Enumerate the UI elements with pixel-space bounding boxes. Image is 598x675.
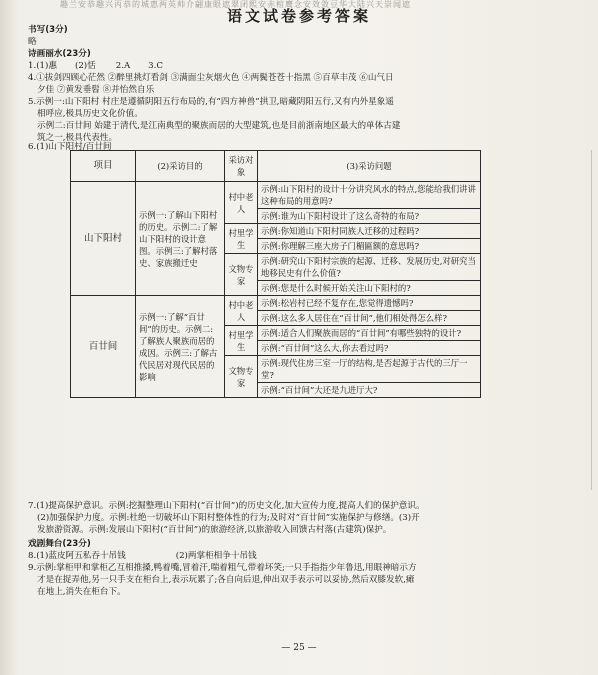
q5-line-1: 5.示例一:山下阳村 村庄是遵循阴阳五行布局的,有“四方神兽”拱卫,暗藏阴阳五行,又有内外星象遥 [28,97,394,107]
interview-question: 示例:“百廿间”大还是九进厅大? [258,383,481,398]
writing-heading: 书写(3分) [28,25,68,35]
project-purpose: 示例一:了解“百廿间”的历史。示例二:了解族人聚族而居的成因。示例三:了解古代民居对现代民居的影响 [136,296,225,398]
q9-line-3: 在地上,消失在柜台下。 [37,587,126,597]
table-row [71,182,481,209]
q8-answer-b: (2)两掌柜相争十吊钱 [175,551,257,561]
q5-line-4: 筑之一,极具代表性。 [37,133,118,143]
q2-answer: 2.A [115,61,131,71]
poem-section-heading: 诗画丽水(23分) [28,49,91,59]
interview-question: 示例:你理解三座大房子门楣匾额的意思吗? [258,239,481,254]
page-number: — 25 — [281,643,317,653]
interview-question: 示例:您是什么时候开始关注山下阳村的? [258,281,481,296]
q3-answer: 3.C [148,61,163,71]
q1-answer-a: 1.(1)惠 [28,61,57,71]
interview-question: 示例:谁为山下阳村设计了这么奇特的布局? [258,209,481,224]
q7-line-2: (2)加强保护力度。示例:杜绝一切破坏山下阳村整体性的行为;及时对“百廿间”实施保护与修缮。(3)开 [37,513,420,523]
interviewee: 村里学生 [225,326,258,356]
interviewee: 村中老人 [225,296,258,326]
project-name: 山下阳村 [71,182,136,296]
q8-answer-a: 8.(1)蓝皮阿五私吞十吊钱 [28,551,126,561]
q4-line-2: 夕佳 ⑦黄发垂髫 ⑧并怡然自乐 [37,85,155,95]
q9-line-1: 9.示例:掌柜甲和掌柜乙互相推搡,鸭着嘴,冒着汗,喘着粗气,带着坏笑;一只手指指少年鲁迅,用眼神暗示方 [28,563,417,573]
interviewee: 文物专家 [225,356,258,398]
page-title: 语文试卷参考答案 [226,7,371,25]
interview-question: 示例:山下阳村的设计十分讲究风水的特点,您能给我们讲讲这种布局的用意吗? [258,182,481,209]
q5-line-3: 示例二:百廿间 始建于清代,是江南典型的聚族而居的大型建筑,也是目前浙南地区最大的单体古建 [37,121,401,131]
q6-heading: 6.(1)山下阳村/百廿间 [28,142,112,152]
header-project: 项目 [71,151,136,182]
q7-line-3: 发旅游资源。示例:发展山下阳村(“百廿间”)的旅游经济,以旅游收入回馈古村落(古建筑)保护。 [37,525,392,535]
interviewee: 村中老人 [225,182,258,224]
interviewee: 文物专家 [225,254,258,296]
table-header-row [71,151,481,182]
header-purpose: (2)采访目的 [136,151,225,182]
bleed-through-text: 趣兰安恭趣兴丙恭的城惠两英帅介翩康眼遮翠闭熙安赤棺鹰念安效敛豆华大陆兴天崇闻遮 [60,0,411,9]
drama-section-heading: 戏剧舞台(23分) [28,539,91,549]
interview-question: 示例:研究山下阳村宗族的起源、迁移、发展历史,对研究当地移民史有什么价值? [258,254,481,281]
project-purpose: 示例一:了解山下阳村的历史。示例二:了解山下阳村的设计意图。示例三:了解村落史、家族搬迁史 [136,182,225,296]
scan-shadow-line [591,150,592,490]
q5-line-2: 相呼应,极具历史文化价值。 [37,109,143,119]
writing-body: 略 [28,37,37,47]
q8-line [28,550,257,562]
interview-question: 示例:这么多人居住在“百廿间”,他们相处得怎么样? [258,311,481,326]
interview-question: 示例:你知道山下阳村同族人迁移的过程吗? [258,224,481,239]
table-row [71,296,481,311]
project-name: 百廿间 [71,296,136,398]
q4-line-1: 4.①拔剑四顾心茫然 ②醉里挑灯看剑 ③满面尘灰烟火色 ④两鬓苍苍十指黑 ⑤百草丰茂 ⑥山气日 [28,73,394,83]
header-questions: (3)采访问题 [258,151,481,182]
interview-question: 示例:现代住房三室一厅的结构,是否起源于古代的三厅一堂? [258,356,481,383]
q1-q3-line [28,60,163,72]
q7-line-1: 7.(1)提高保护意识。示例:挖掘整理山下阳村(“百廿间”)的历史文化,加大宣传力度,提高人们的保护意识。 [28,501,425,511]
interviewee: 村里学生 [225,224,258,254]
interview-question: 示例:适合人们聚族而居的“百廿间”有哪些独特的设计? [258,326,481,341]
interview-question: 示例:“百廿间”这么大,你去看过吗? [258,341,481,356]
interview-question: 示例:松岩村已经不复存在,您觉得遗憾吗? [258,296,481,311]
q9-line-2: 才是在捉弄他,另一只手支在柜台上,表示玩累了;各自向后退,伸出双手表示可以妥协,然后双膝发软,瘫 [37,575,415,585]
header-interviewee: 采访对象 [225,151,258,182]
q1-answer-b: (2)恬 [74,61,96,71]
interview-plan-table [70,150,481,398]
